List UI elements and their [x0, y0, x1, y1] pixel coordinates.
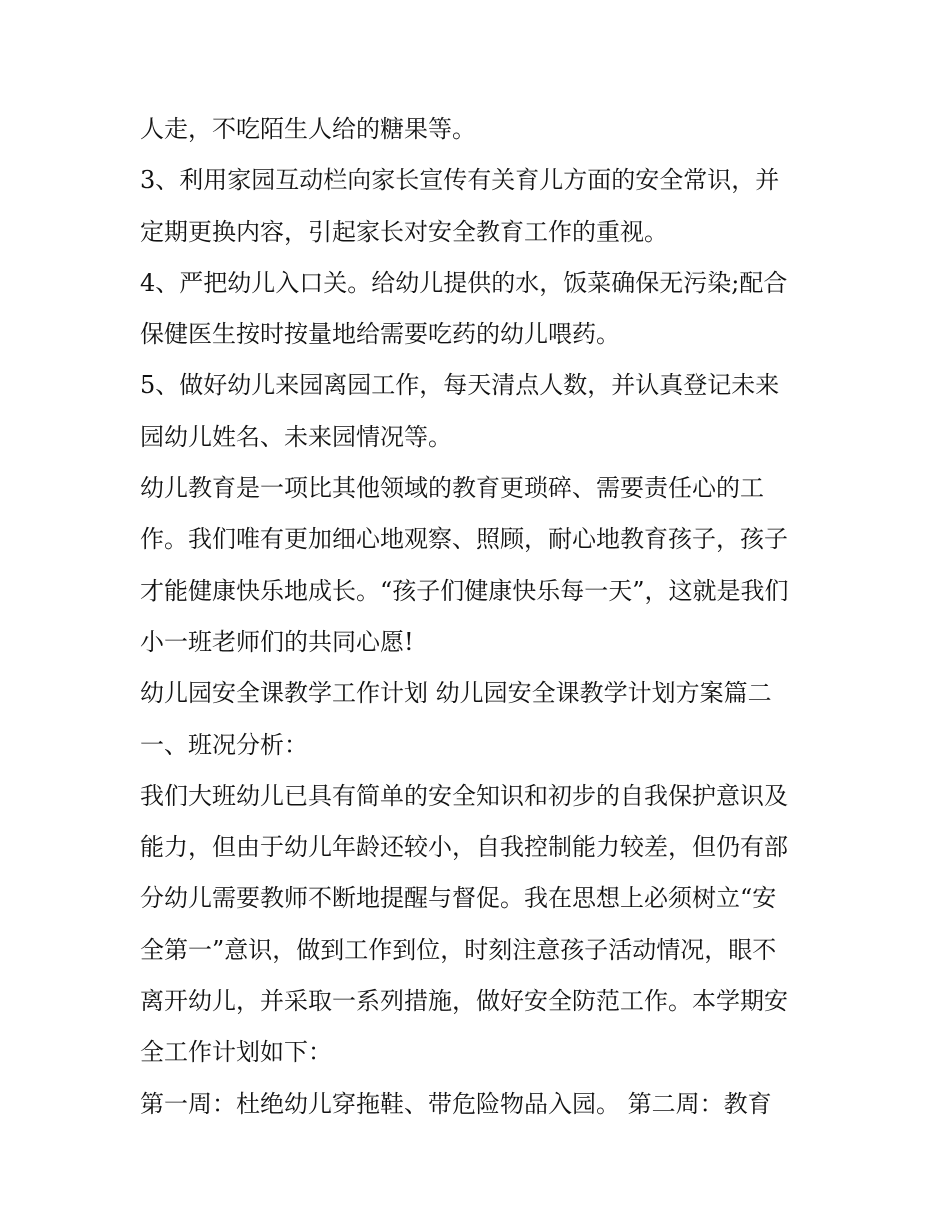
text-line: 保健医生按时按量地给需要吃药的幼儿喂药。	[140, 320, 620, 349]
text-line: 才能健康快乐地成长。“孩子们健康快乐每一天”，这就是我们	[140, 576, 789, 605]
text-line: 定期更换内容，引起家长对安全教育工作的重视。	[140, 217, 668, 246]
text-line: 全工作计划如下：	[140, 1038, 332, 1067]
text-line: 能力，但由于幼儿年龄还较小，自我控制能力较差，但仍有部	[140, 833, 788, 862]
text-line: 5、做好幼儿来园离园工作，每天清点人数，并认真登记未来	[140, 371, 780, 400]
text-line: 我们大班幼儿已具有简单的安全知识和初步的自我保护意识及	[140, 781, 788, 810]
text-line: 离开幼儿，并采取一系列措施，做好安全防范工作。本学期安	[140, 987, 788, 1016]
text-line: 幼儿教育是一项比其他领域的教育更琐碎、需要责任心的工	[140, 474, 764, 503]
text-line: 4、严把幼儿入口关。给幼儿提供的水，饭菜确保无污染;配合	[140, 268, 788, 297]
text-line: 作。我们唯有更加细心地观察、照顾，耐心地教育孩子，孩子	[140, 525, 788, 554]
text-line: 第一周：杜绝幼儿穿拖鞋、带危险物品入园。 第二周：教育	[140, 1089, 772, 1118]
document-body	[140, 104, 820, 1130]
text-line: 小一班老师们的共同心愿!	[140, 627, 414, 656]
text-line: 3、利用家园互动栏向家长宣传有关育儿方面的安全常识，并	[140, 166, 780, 195]
section-heading: 幼儿园安全课教学工作计划 幼儿园安全课教学计划方案篇二	[140, 679, 772, 708]
text-line: 人走，不吃陌生人给的糖果等。	[140, 115, 476, 143]
text-line: 分幼儿需要教师不断地提醒与督促。我在思想上必须树立“安	[140, 884, 777, 913]
subsection-heading: 一、班况分析：	[140, 730, 308, 759]
text-line: 园幼儿姓名、未来园情况等。	[140, 422, 452, 451]
text-line: 全第一”意识，做到工作到位，时刻注意孩子活动情况，眼不	[140, 935, 777, 964]
